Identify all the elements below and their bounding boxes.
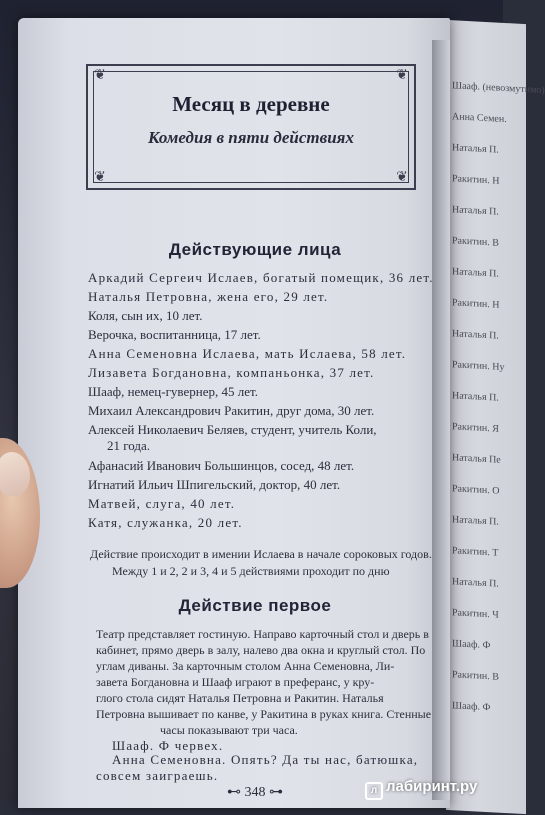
right-page-line: Наталья П. [452, 390, 499, 404]
right-page-line: Наталья П. [452, 266, 499, 280]
page-number-text: 348 [244, 785, 266, 800]
stage-direction-line: Петровна вышивает по канве, у Ракитина в руках книга. Стенные [96, 707, 432, 721]
character-line: Катя, служанка, 20 лет. [88, 515, 243, 530]
characters-heading: Действующие лица [168, 240, 342, 259]
dialogue-line: Шааф. Ф червех. [112, 738, 224, 753]
stage-direction-line: завета Богдановна и Шааф играют в преферанс, у кру- [96, 675, 375, 689]
ornament-icon: ❦ [94, 68, 106, 83]
right-page-line: Анна Семен. [452, 111, 507, 126]
character-line: Коля, сын их, 10 лет. [88, 308, 203, 323]
character-line: Алексей Николаевич Беляев, студент, учитель Коли, [88, 422, 377, 437]
right-page-line: Ракитин. О [452, 483, 500, 497]
right-page-line: Ракитин. Н [452, 173, 500, 187]
dialogue-line: совсем заиграешь. [96, 768, 219, 783]
right-page-line: Шааф. Ф [452, 700, 491, 714]
right-page-line: Наталья П. [452, 204, 499, 218]
right-page-line: Наталья П. [452, 514, 499, 528]
ornament-icon: ❦ [396, 68, 408, 83]
right-page-line: Шааф. Ф [452, 638, 491, 652]
right-page-line: Шааф. (невозмутимо) [452, 80, 545, 97]
character-line: Афанасий Иванович Большинцов, сосед, 48 лет. [88, 458, 355, 473]
page-number [200, 784, 310, 801]
stage-direction-line: глого стола сидят Наталья Петровна и Ракитин. Наталья [96, 691, 384, 705]
character-line: Лизавета Богдановна, компаньонка, 37 лет. [88, 365, 375, 380]
character-line: Михаил Александрович Ракитин, друг дома, 30 лет. [88, 403, 375, 418]
play-title: Месяц в деревне [172, 92, 330, 116]
ornament-icon: ⊷ [227, 785, 245, 800]
right-page-line: Ракитин. В [452, 235, 499, 249]
watermark [365, 778, 477, 800]
right-page-line: Наталья П. [452, 328, 499, 342]
right-page-line: Ракитин. Ну [452, 359, 505, 373]
labirint-logo-icon: л [365, 782, 383, 800]
stage-direction-line: кабинет, прямо дверь в залу, налево два окна и круглый стол. По [96, 643, 426, 657]
setting-note: Между 1 и 2, 2 и 3, 4 и 5 действиями проходит по дню [112, 564, 390, 578]
dialogue-line: Анна Семеновна. Опять? Да ты нас, батюшка, [112, 752, 419, 767]
character-line: Шааф, немец-гувернер, 45 лет. [88, 384, 258, 399]
right-page-line: Наталья Пе [452, 452, 501, 466]
ornament-icon: ❦ [396, 170, 408, 185]
ornament-icon: ❦ [94, 170, 106, 185]
act-heading: Действие первое [178, 596, 332, 615]
character-line: Игнатий Ильич Шпигельский, доктор, 40 лет. [88, 477, 341, 492]
right-page-line: Наталья П. [452, 142, 499, 156]
right-page-line: Наталья П. [452, 576, 499, 590]
right-page-line: Ракитин. Я [452, 421, 499, 435]
stage-direction-line: часы показывают три часа. [160, 723, 298, 737]
right-page-line: Ракитин. В [452, 669, 499, 683]
ornament-icon: ⊶ [265, 785, 283, 800]
character-line: Верочка, воспитанница, 17 лет. [88, 327, 261, 342]
character-line: Матвей, слуга, 40 лет. [88, 496, 236, 511]
stage-direction-line: углам диваны. За карточным столом Анна Семеновна, Ли- [96, 659, 395, 673]
title-frame [86, 64, 416, 190]
character-line: Аркадий Сергеич Ислаев, богатый помещик, 36 лет. [88, 270, 434, 285]
setting-note: Действие происходит в имении Ислаева в начале сороковых годов. [90, 547, 432, 561]
right-page-line: Ракитин. Н [452, 297, 500, 311]
character-line: Анна Семеновна Ислаева, мать Ислаева, 58 лет. [88, 346, 407, 361]
character-line: 21 года. [107, 438, 151, 453]
stage-direction-line: Театр представляет гостиную. Направо карточный стол и дверь в [96, 627, 429, 641]
right-page-line: Ракитин. Ч [452, 607, 499, 621]
character-line: Наталья Петровна, жена его, 29 лет. [88, 289, 329, 304]
right-page-line: Ракитин. Т [452, 545, 499, 559]
play-subtitle: Комедия в пяти действиях [148, 128, 354, 147]
watermark-text: лабиринт.ру [386, 778, 478, 795]
